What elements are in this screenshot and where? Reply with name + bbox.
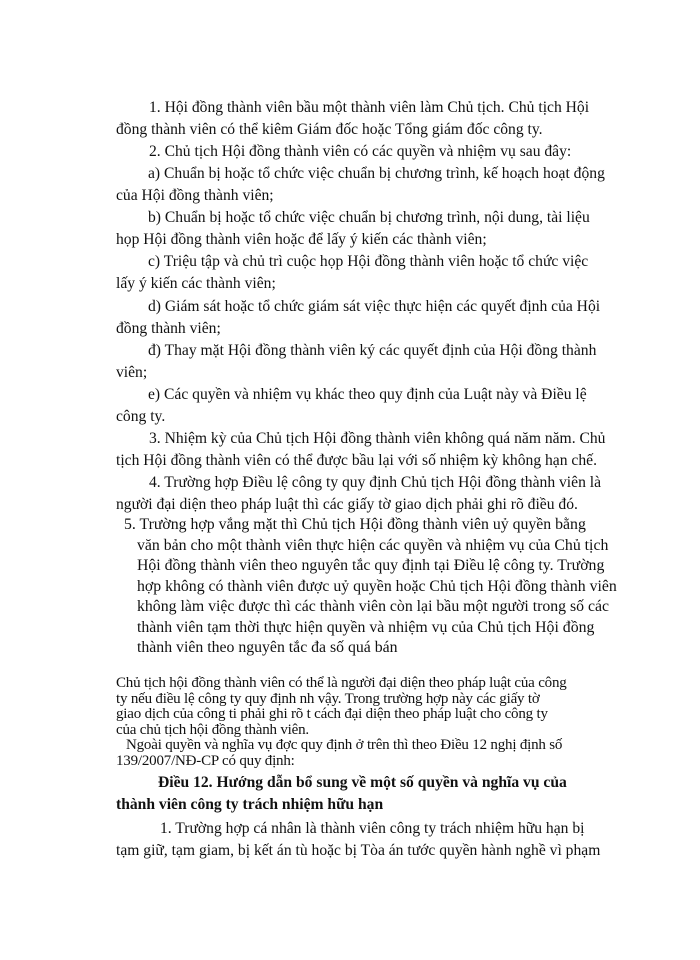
text-line: thành viên tạm thời thực hiện quyền và nhiệm vụ của Chủ tịch Hội đồng <box>137 618 595 636</box>
text-line: văn bản cho một thành viên thực hiện các quyền và nhiệm vụ của Chủ tịch <box>137 536 609 554</box>
item-c <box>116 251 632 295</box>
text-line: tạm giữ, tạm giam, bị kết án tù hoặc bị Tòa án tước quyền hành nghề vì phạm <box>116 842 601 859</box>
text-line: c) Triệu tập và chủ trì cuộc họp Hội đồng thành viên hoặc tổ chức việc <box>148 253 589 270</box>
text-line: d) Giám sát hoặc tổ chức giám sát việc thực hiện các quyết định của Hội <box>148 298 601 315</box>
text-line: đồng thành viên có thể kiêm Giám đốc hoặc Tổng giám đốc công ty. <box>116 121 543 138</box>
item-b <box>116 207 632 251</box>
item-e <box>116 384 632 428</box>
text-line: họp Hội đồng thành viên hoặc để lấy ý kiến các thành viên; <box>116 231 487 248</box>
text-line: lấy ý kiến các thành viên; <box>116 275 276 292</box>
text-line: b) Chuẩn bị hoặc tổ chức việc chuẩn bị chương trình, nội dung, tài liệu <box>148 209 590 226</box>
text-line: Điều 12. Hướng dẫn bổ sung về một số quyền và nghĩa vụ của <box>158 774 567 791</box>
text-line: 139/2007/NĐ-CP có quy định: <box>116 752 295 769</box>
article-heading <box>116 772 632 816</box>
text-line: Hội đồng thành viên theo nguyên tắc quy định tại Điều lệ công ty. Trường <box>137 557 605 574</box>
paragraph-5 <box>116 515 636 659</box>
text-line: đ) Thay mặt Hội đồng thành viên ký các quyết định của Hội đồng thành <box>148 342 597 359</box>
text-line: thành viên theo nguyên tắc đa số quá bán <box>137 639 398 656</box>
paragraph-2 <box>116 141 632 163</box>
text-line: 2. Chủ tịch Hội đồng thành viên có các quyền và nhiệm vụ sau đây: <box>149 143 572 160</box>
text-line: 3. Nhiệm kỳ của Chủ tịch Hội đồng thành viên không quá năm năm. Chủ <box>149 430 606 447</box>
text-line: Chủ tịch hội đồng thành viên có thể là người đại diện theo pháp luật của công <box>116 675 567 691</box>
text-line: của Hội đồng thành viên; <box>116 187 274 204</box>
paragraph-8 <box>116 818 632 862</box>
text-line: 4. Trường hợp Điều lệ công ty quy định Chủ tịch Hội đồng thành viên là <box>149 474 602 491</box>
text-line: của chủ tịch hội đồng thành viên. <box>116 721 309 738</box>
paragraph-3 <box>116 428 632 472</box>
text-line: tịch Hội đồng thành viên có thể được bầu lại với số nhiệm kỳ không hạn chế. <box>116 452 597 469</box>
text-line: người đại diện theo pháp luật thì các giấy tờ giao dịch phải ghi rõ điều đó. <box>116 496 578 513</box>
text-line: viên; <box>116 364 148 381</box>
text-line: không làm việc được thì các thành viên còn lại bầu một người trong số các <box>137 598 610 615</box>
paragraph-7 <box>116 738 636 769</box>
text-line: thành viên công ty trách nhiệm hữu hạn <box>116 796 384 813</box>
paragraph-1 <box>116 97 632 141</box>
text-line: công ty. <box>116 408 166 425</box>
item-a <box>116 163 632 207</box>
text-line: a) Chuẩn bị hoặc tổ chức việc chuẩn bị chương trình, kế hoạch hoạt động <box>148 165 605 182</box>
text-line: giao dịch của công ti phải ghi rõ t cách đại diện theo pháp luật cho công ty <box>116 706 548 722</box>
text-line: ty nếu điều lệ công ty quy định nh vậy. Trong trường hợp này các giấy tờ <box>116 690 540 707</box>
text-line: 1. Hội đồng thành viên bầu một thành viên làm Chủ tịch. Chủ tịch Hội <box>149 99 590 116</box>
item-d <box>116 296 632 340</box>
paragraph-6 <box>116 676 636 738</box>
text-line: 5. Trường hợp vắng mặt thì Chủ tịch Hội đồng thành viên uỷ quyền bằng <box>124 516 586 533</box>
paragraph-4 <box>116 472 632 516</box>
text-line: hợp không có thành viên được uỷ quyền hoặc Chủ tịch Hội đồng thành viên <box>137 577 617 595</box>
text-line: đồng thành viên; <box>116 320 221 337</box>
text-line: e) Các quyền và nhiệm vụ khác theo quy định của Luật này và Điều lệ <box>148 386 587 403</box>
item-dd <box>116 340 632 384</box>
text-line: Ngoài quyền và nghĩa vụ đợc quy định ở trên thì theo Điều 12 nghị định số <box>126 737 563 753</box>
text-line: 1. Trường hợp cá nhân là thành viên công ty trách nhiệm hữu hạn bị <box>160 820 585 837</box>
